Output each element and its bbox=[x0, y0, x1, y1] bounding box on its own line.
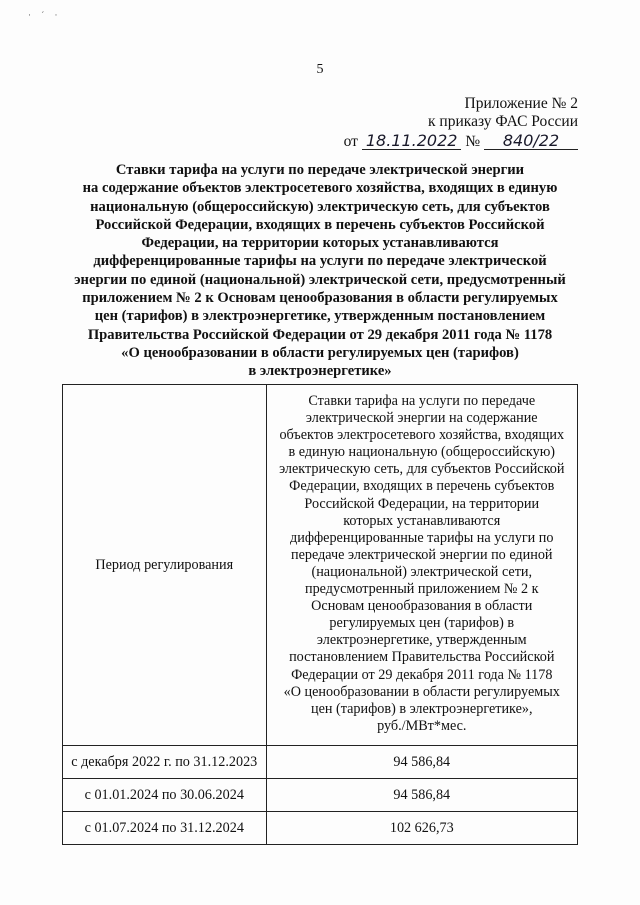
title-line: приложением № 2 к Основам ценообразования в области регулируемых bbox=[82, 290, 558, 307]
header-rate-line: электрической энергии на содержание bbox=[305, 410, 538, 427]
header-rate-line: предусмотренный приложением № 2 к bbox=[304, 581, 539, 598]
header-rate-line: постановлением Правительства Российской bbox=[289, 649, 555, 666]
header-rate-line: руб./МВт*мес. bbox=[377, 717, 467, 734]
appendix-date-number-line bbox=[344, 133, 578, 151]
title-line: энергии по единой (национальной) электрической сети, предусмотренный bbox=[74, 271, 566, 288]
appendix-block bbox=[344, 95, 578, 151]
document-title bbox=[60, 161, 580, 381]
number-sign: № bbox=[465, 133, 481, 150]
title-line: в электроэнергетике» bbox=[248, 363, 392, 380]
header-rate-line: (национальной) электрической сети, bbox=[311, 563, 533, 580]
table-row bbox=[63, 746, 578, 779]
period-cell: с 01.07.2024 по 31.12.2024 bbox=[63, 812, 267, 845]
rate-cell: 102 626,73 bbox=[266, 812, 577, 845]
header-rate-line: регулируемых цен (тарифов) в bbox=[329, 615, 515, 632]
header-rate-line: цен (тарифов) в электроэнергетике», bbox=[310, 700, 533, 717]
appendix-title: Приложение № 2 bbox=[464, 95, 578, 112]
appendix-from-label: от bbox=[343, 133, 358, 150]
header-rate-line: Ставки тарифа на услуги по передаче bbox=[308, 393, 536, 409]
appendix-order-ref: к приказу ФАС России bbox=[428, 113, 578, 130]
header-rate-cell bbox=[266, 385, 577, 746]
header-rate-line: электрическую сеть, для субъектов Российской bbox=[279, 461, 565, 478]
period-cell: с декабря 2022 г. по 31.12.2023 bbox=[63, 746, 267, 779]
rate-cell: 94 586,84 bbox=[266, 779, 577, 812]
header-rate-line: в единую национальную (общероссийскую) bbox=[288, 444, 556, 461]
rate-cell: 94 586,84 bbox=[266, 746, 577, 779]
header-rate-line: дифференцированные тарифы на услуги по bbox=[290, 529, 554, 546]
header-rate-line: которых устанавливаются bbox=[343, 512, 501, 529]
title-line: Правительства Российской Федерации от 29 декабря 2011 года № 1178 bbox=[87, 326, 553, 343]
page-number: 5 bbox=[316, 62, 324, 77]
period-cell: с 01.01.2024 по 30.06.2024 bbox=[63, 779, 267, 812]
title-line: цен (тарифов) в электроэнергетике, утвержденным постановлением bbox=[94, 308, 546, 325]
handwritten-date: 18.11.2022 bbox=[362, 133, 462, 150]
header-rate-line: объектов электросетевого хозяйства, входящих bbox=[279, 427, 565, 444]
scan-specks: · ˊ · bbox=[28, 10, 62, 20]
header-rate-line: Российской Федерации, на территории bbox=[304, 495, 540, 512]
table-header-row bbox=[63, 385, 578, 746]
header-rate-line: Федерации от 29 декабря 2011 года № 1178 bbox=[291, 666, 553, 683]
table-row bbox=[63, 779, 578, 812]
header-rate-line: Основам ценообразования в области bbox=[311, 598, 533, 615]
title-line: «О ценообразовании в области регулируемых цен (тарифов) bbox=[121, 344, 519, 361]
header-rate-line: электроэнергетике, утвержденным bbox=[316, 632, 527, 649]
title-line: национальную (общероссийскую) электрическую сеть, для субъектов bbox=[90, 198, 550, 215]
tariff-rates-table bbox=[62, 384, 578, 845]
header-rate-line: передаче электрической энергии по единой bbox=[290, 546, 553, 563]
title-line: дифференцированные тарифы на услуги по передаче электрической bbox=[93, 253, 547, 270]
handwritten-order-number: 840/22 bbox=[484, 133, 578, 150]
title-line: на содержание объектов электросетевого хозяйства, входящих в единую bbox=[82, 180, 558, 197]
title-line: Российской Федерации, входящих в перечень субъектов Российской bbox=[95, 216, 545, 233]
header-period-cell: Период регулирования bbox=[63, 385, 267, 746]
header-rate-line: «О ценообразовании в области регулируемых bbox=[283, 683, 560, 700]
title-line: Федерации, на территории которых устанавливаются bbox=[141, 235, 499, 252]
header-rate-line: Федерации, входящих в перечень субъектов bbox=[289, 478, 555, 495]
title-line: Ставки тарифа на услуги по передаче электрической энергии bbox=[115, 162, 525, 178]
table-row bbox=[63, 812, 578, 845]
